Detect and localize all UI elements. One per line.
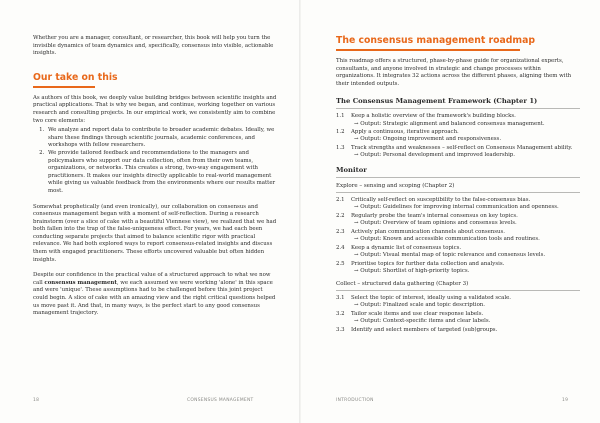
roadmap-action: 3.1 Select the topic of interest, ideally using a validated scale. → Output: Finalized scale and topic description. [336,295,512,309]
explore-subheading: Explore – sensing and scoping (Chapter 2) [336,183,455,190]
section-title-our-take: Our take on this [33,71,118,83]
roadmap-action: 2.5 Prioritise topics for further data collection and analysis. → Output: Shortlist of high-priority topics. [336,260,505,274]
roadmap-intro: This roadmap offers a structured, phase-by-phase guide for organizational experts, consultants, and anyone involved in strategic and change processes within organizations. It integrates 32 actions across the different phases, aligning them with their intended outputs. [336,58,572,87]
right-running-title: INTRODUCTION [336,398,374,403]
roadmap-action: 2.1 Critically self-reflect on susceptibility to the false-consensus bias. → Output: Guidelines for improving internal communication and openness. [336,197,559,211]
right-page-number: 19 [562,398,569,403]
left-running-title: CONSENSUS MANAGEMENT [187,398,254,403]
divider [336,290,580,291]
divider [336,177,580,178]
monitor-heading: Monitor [336,166,367,175]
roadmap-action: 3.3 Identify and select members of targeted (sub)groups. [336,326,498,333]
divider [336,192,580,193]
collaboration-paragraph: Somewhat prophetically (and even ironically), our collaboration on consensus and consensus management began with a moment of self-reflection. During a research brainstorm (over a slice of cake with a beautiful Viennese view), we realized that we had both fallen into the trap of the false-uniqueness effect. For years, we had each been conducting separate projects that aimed to balance scientific rigor with practical relevance. We had both explored ways to report consensus-related insights and discuss them with engaged practitioners. These efforts uncovered valuable but often hidden insights. [33,203,277,263]
roadmap-action: 1.1 Keep a holistic overview of the framework's building blocks. → Output: Strategic alignment and balanced consensus management. [336,113,545,127]
roadmap-action: 3.2 Tailor scale items and use clear response labels. → Output: Context-specific items and clear labels. [336,311,491,325]
roadmap-action: 2.4 Keep a dynamic list of consensus topics. → Output: Visual mental map of topic relevance and consensus levels. [336,244,546,259]
framework-heading: The Consensus Management Framework (Chapter 1) [336,97,538,106]
list-item: 2. We provide tailored feedback and recommendations to the managers and policymakers who support our data collection, often from their own teams, organizations, or networks. This creates a strong, two-way engagement with practitioners. It makes our insights directly applicable to real-world management while giving us valuable feedback from the environments where our results matter most. [46,150,279,196]
collect-subheading: Collect – structured data gathering (Chapter 3) [336,281,469,288]
core-elements-list [33,127,279,195]
roadmap-action: 1.2 Apply a continuous, iterative approach. → Output: Ongoing improvement and responsiveness. [336,129,502,143]
confidence-paragraph: Despite our confidence in the practical value of a structured approach to what we now call consensus management, we each assumed we were working 'alone' in this space and were 'unique'. These assumptions had to be challenged before this joint project could begin. A slice of cake with an amazing view and the right critical questions helped us move past it. And that, in many ways, is the perfect start to any good consensus management trajectory. [33,272,276,317]
authors-paragraph: As authors of this book, we deeply value building bridges between scientific insights and practical applications. That is why we began, and continue, working together on various research and consulting projects. In our empirical work, we consistently aim to combine two core elements: [33,94,277,124]
right-column [336,35,580,336]
roadmap-action: 1.3 Track strengths and weaknesses – self-reflect on Consensus Management ability. → Output: Personal development and improved leadership. [336,145,573,159]
list-item: 1. We analyze and report data to contribute to broader academic debates. Ideally, we share these findings through scientific journals, academic conferences, and workshops with fellow researchers. [46,127,279,150]
roadmap-action: 2.2 Regularly probe the team's internal consensus on key topics. → Output: Overview of team opinions and consensus levels. [336,213,518,227]
divider [336,108,580,109]
intro-paragraph: Whether you are a manager, consultant, or researcher, this book will help you turn the invisible dynamics of team dynamics and, specifically, consensus into visible, actionable insights. [33,35,274,57]
left-column [33,35,279,318]
left-page-number: 18 [33,398,40,403]
section-title-roadmap: The consensus management roadmap [336,35,536,46]
roadmap-action: 2.3 Actively plan communication channels about consensus. → Output: Known and accessible communication tools and routines. [336,228,540,243]
